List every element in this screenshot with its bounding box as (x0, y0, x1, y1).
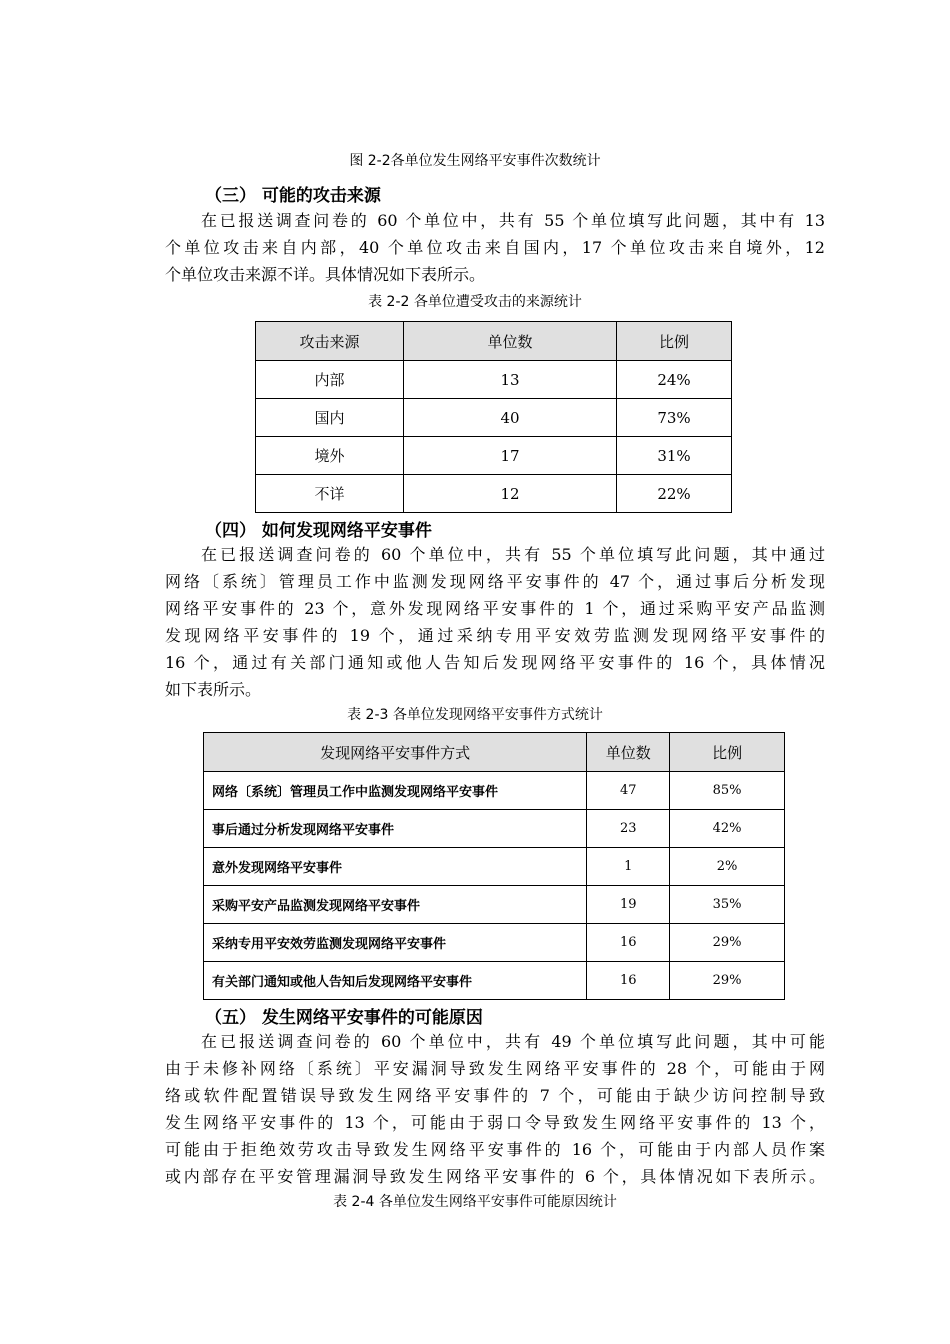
section-heading-causes: （五） 发生网络平安事件的可能原因 (205, 1008, 483, 1028)
table-header: 发现网络平安事件方式 (204, 733, 587, 772)
table-row (256, 437, 732, 475)
table-cell: 29% (670, 924, 785, 962)
paragraph-line: 个单位攻击来源不详。具体情况如下表所示。 (165, 265, 486, 284)
paragraph-line: 16 个，通过有关部门通知或他人告知后发现网络平安事件的 16 个，具体情况 (165, 653, 825, 672)
paragraph-causes (165, 1028, 825, 1190)
table-cell: 16 (587, 924, 670, 962)
paragraph-attack-source (165, 207, 825, 288)
table-cell: 12 (404, 475, 617, 513)
paragraph-line: 在已报送调查问卷的 60 个单位中，共有 55 个单位填写此问题，其中有 13 (201, 211, 825, 230)
table-caption-detection: 表 2-3 各单位发现网络平安事件方式统计 (347, 707, 603, 723)
table-cell: 85% (670, 772, 785, 810)
table-cell: 网络〔系统〕管理员工作中监测发现网络平安事件 (204, 772, 587, 810)
table-cell: 2% (670, 848, 785, 886)
table-cell: 内部 (256, 361, 404, 399)
table-cell: 境外 (256, 437, 404, 475)
table-cell: 47 (587, 772, 670, 810)
table-header: 比例 (617, 322, 732, 361)
table-cell: 29% (670, 962, 785, 1000)
table-row (256, 399, 732, 437)
table-cell: 23 (587, 810, 670, 848)
table-cell: 16 (587, 962, 670, 1000)
table-header: 攻击来源 (256, 322, 404, 361)
table-cell: 有关部门通知或他人告知后发现网络平安事件 (204, 962, 587, 1000)
table-cell: 意外发现网络平安事件 (204, 848, 587, 886)
table-cell: 19 (587, 886, 670, 924)
table-cell: 73% (617, 399, 732, 437)
table-cell: 事后通过分析发现网络平安事件 (204, 810, 587, 848)
table-row (204, 924, 785, 962)
table-header: 比例 (670, 733, 785, 772)
figure-caption: 图 2-2各单位发生网络平安事件次数统计 (349, 153, 601, 169)
detection-method-table (203, 732, 785, 1000)
table-row (204, 810, 785, 848)
paragraph-detection (165, 541, 825, 703)
table-cell: 国内 (256, 399, 404, 437)
paragraph-line: 发生网络平安事件的 13 个，可能由于弱口令导致发生网络平安事件的 13 个， (165, 1113, 825, 1132)
table-cell: 1 (587, 848, 670, 886)
paragraph-line: 由于未修补网络〔系统〕平安漏洞导致发生网络平安事件的 28 个，可能由于网 (165, 1059, 825, 1078)
section-heading-detection: （四） 如何发现网络平安事件 (205, 521, 432, 541)
paragraph-line: 个单位攻击来自内部，40 个单位攻击来自国内，17 个单位攻击来自境外，12 (165, 238, 825, 257)
table-caption-attack-source: 表 2-2 各单位遭受攻击的来源统计 (368, 294, 582, 310)
table-row (204, 962, 785, 1000)
table-cell: 35% (670, 886, 785, 924)
paragraph-line: 可能由于拒绝效劳攻击导致发生网络平安事件的 16 个，可能由于内部人员作案 (165, 1140, 825, 1159)
table-cell: 17 (404, 437, 617, 475)
paragraph-line: 在已报送调查问卷的 60 个单位中，共有 49 个单位填写此问题，其中可能 (201, 1032, 825, 1051)
table-cell: 40 (404, 399, 617, 437)
table-caption-causes: 表 2-4 各单位发生网络平安事件可能原因统计 (333, 1194, 617, 1210)
paragraph-line: 发现网络平安事件的 19 个，通过采纳专用平安效劳监测发现网络平安事件的 (165, 626, 825, 645)
table-row (204, 886, 785, 924)
table-row (256, 361, 732, 399)
paragraph-line: 网络平安事件的 23 个，意外发现网络平安事件的 1 个，通过采购平安产品监测 (165, 599, 825, 618)
paragraph-line: 网络〔系统〕管理员工作中监测发现网络平安事件的 47 个，通过事后分析发现 (165, 572, 825, 591)
paragraph-line: 如下表所示。 (165, 680, 262, 699)
table-cell: 不详 (256, 475, 404, 513)
table-row (256, 475, 732, 513)
table-cell: 42% (670, 810, 785, 848)
table-cell: 采纳专用平安效劳监测发现网络平安事件 (204, 924, 587, 962)
paragraph-line: 或内部存在平安管理漏洞导致发生网络平安事件的 6 个，具体情况如下表所示。 (165, 1167, 825, 1186)
table-cell: 13 (404, 361, 617, 399)
table-header: 单位数 (587, 733, 670, 772)
table-header: 单位数 (404, 322, 617, 361)
attack-source-table (255, 321, 732, 513)
paragraph-line: 络或软件配置错误导致发生网络平安事件的 7 个，可能由于缺少访问控制导致 (165, 1086, 825, 1105)
table-row (204, 772, 785, 810)
table-cell: 24% (617, 361, 732, 399)
table-cell: 31% (617, 437, 732, 475)
table-cell: 采购平安产品监测发现网络平安事件 (204, 886, 587, 924)
table-row (204, 848, 785, 886)
section-heading-attack-source: （三） 可能的攻击来源 (205, 186, 381, 206)
paragraph-line: 在已报送调查问卷的 60 个单位中，共有 55 个单位填写此问题，其中通过 (201, 545, 825, 564)
table-cell: 22% (617, 475, 732, 513)
